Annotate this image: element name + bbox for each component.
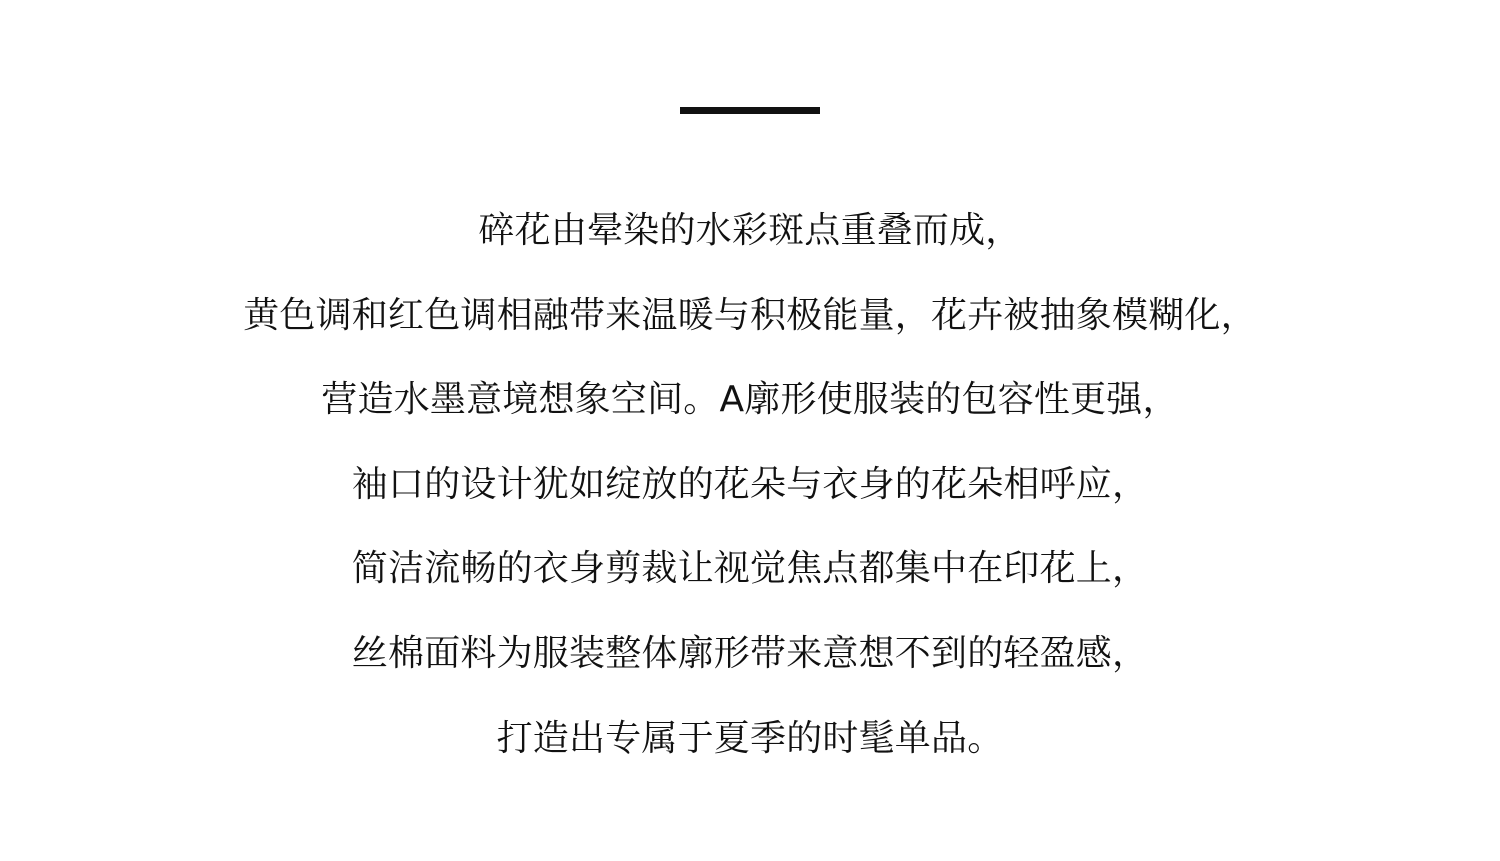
description-line: 打造出专属于夏季的时髦单品。: [496, 717, 1004, 759]
product-description: [0, 196, 1500, 788]
description-line: 袖口的设计犹如绽放的花朵与衣身的花朵相呼应，: [351, 463, 1149, 505]
description-line: 丝棉面料为服装整体廓形带来意想不到的轻盈感，: [351, 632, 1149, 674]
section-divider: [680, 107, 820, 114]
description-line: 简洁流畅的衣身剪裁让视觉焦点都集中在印花上，: [351, 548, 1149, 590]
description-line: 黄色调和红色调相融带来温暖与积极能量，花卉被抽象模糊化，: [243, 294, 1257, 336]
description-line: 碎花由晕染的水彩斑点重叠而成，: [478, 210, 1022, 251]
description-line: 营造水墨意境想象空间。A廓形使服装的包容性更强，: [321, 379, 1179, 421]
